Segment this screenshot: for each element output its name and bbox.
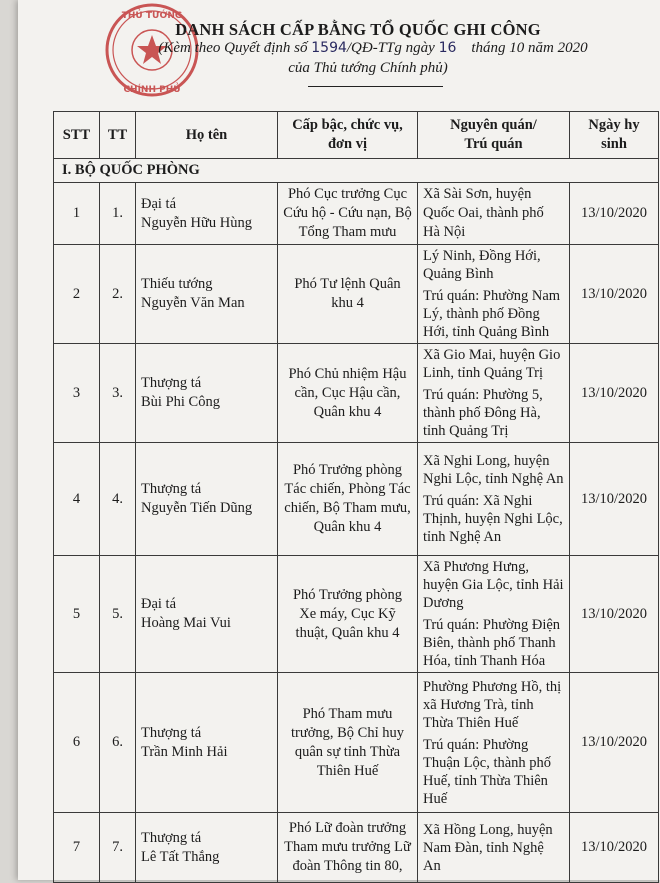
person-name: Bùi Phi Công <box>141 394 220 410</box>
cell-date: 13/10/2020 <box>570 813 659 883</box>
decision-number: 1594 <box>311 40 347 56</box>
cell-origin <box>418 344 570 443</box>
col-header-origin-line1: Nguyên quán/ <box>450 117 537 133</box>
document-subtitle: (Kèm theo Quyết định số 1594/QĐ-TTg ngày 16 tháng 10 năm 2020 <box>158 40 588 56</box>
cell-tt: 1. <box>100 183 136 245</box>
cell-date: 13/10/2020 <box>570 183 659 245</box>
residence-text: Trú quán: Phường Nam Lý, thành phố Đồng Hới, tỉnh Quảng Bình <box>423 288 561 340</box>
decision-suffix: /QĐ-TTg ngày <box>346 40 435 56</box>
document-page <box>18 0 660 880</box>
svg-text:THỦ TƯỚNG: THỦ TƯỚNG <box>121 11 183 21</box>
residence-text: Trú quán: Phường 5, thành phố Đông Hà, tỉnh Quảng Trị <box>423 387 543 439</box>
cell-name <box>136 813 278 883</box>
cell-position: Phó Lữ đoàn trưởng Tham mưu trưởng Lữ đoàn Thông tin 80, <box>278 813 418 883</box>
table-header-row <box>54 112 659 159</box>
residence-text: Trú quán: Xã Nghi Thịnh, huyện Nghi Lộc, tỉnh Nghệ An <box>423 493 563 545</box>
cell-position: Phó Cục trưởng Cục Cứu hộ - Cứu nạn, Bộ Tổng Tham mưu <box>278 183 418 245</box>
cell-date: 13/10/2020 <box>570 673 659 813</box>
rank-text: Thượng tá <box>141 724 202 741</box>
origin-text: Xã Sài Sơn, huyện Quốc Oai, thành phố Hà Nội <box>423 186 544 240</box>
table-row <box>54 245 659 344</box>
person-name: Lê Tất Thắng <box>141 848 220 865</box>
rank-text: Thượng tá <box>141 375 202 391</box>
cell-name <box>136 556 278 673</box>
cell-stt: 2 <box>54 245 100 344</box>
table-row <box>54 443 659 556</box>
decision-month-year: tháng 10 năm 2020 <box>471 40 588 56</box>
cell-position: Phó Tham mưu trưởng, Bộ Chỉ huy quân sự tỉnh Thừa Thiên Huế <box>278 673 418 813</box>
cell-origin <box>418 183 570 245</box>
cell-date: 13/10/2020 <box>570 443 659 556</box>
col-header-origin-line2: Trú quán <box>464 136 523 152</box>
cell-tt: 4. <box>100 443 136 556</box>
col-header-rank <box>278 112 418 159</box>
cell-name <box>136 183 278 245</box>
col-header-date-line2: sinh <box>601 136 627 152</box>
cell-stt: 6 <box>54 673 100 813</box>
cell-stt: 1 <box>54 183 100 245</box>
origin-text: Xã Hồng Long, huyện Nam Đàn, tỉnh Nghệ An <box>423 821 553 874</box>
cell-tt: 2. <box>100 245 136 344</box>
rank-text: Đại tá <box>141 195 177 212</box>
col-header-rank-line2: đơn vị <box>327 136 368 152</box>
table-row <box>54 183 659 245</box>
cell-date: 13/10/2020 <box>570 344 659 443</box>
col-header-stt: STT <box>54 112 100 159</box>
cell-name <box>136 344 278 443</box>
cell-origin <box>418 245 570 344</box>
document-title: DANH SÁCH CẤP BẰNG TỔ QUỐC GHI CÔNG <box>175 20 541 39</box>
cell-position: Phó Trưởng phòng Xe máy, Cục Kỹ thuật, Quân khu 4 <box>278 556 418 673</box>
rank-text: Thiếu tướng <box>141 276 213 292</box>
person-name: Hoàng Mai Vui <box>141 615 231 631</box>
cell-stt: 3 <box>54 344 100 443</box>
table-row <box>54 556 659 673</box>
cell-name <box>136 443 278 556</box>
table-row <box>54 813 659 883</box>
cell-stt: 4 <box>54 443 100 556</box>
cell-position: Phó Tư lệnh Quân khu 4 <box>278 245 418 344</box>
rank-text: Thượng tá <box>141 829 202 846</box>
document-subtitle-line2: của Thủ tướng Chính phủ) <box>288 60 448 76</box>
decision-day: 16 <box>438 40 457 56</box>
col-header-date <box>570 112 659 159</box>
person-name: Nguyễn Hữu Hùng <box>141 214 252 231</box>
residence-text: Trú quán: Phường Thuận Lộc, thành phố Huế, tỉnh Thừa Thiên Huế <box>423 736 552 807</box>
rank-text: Thượng tá <box>141 481 202 497</box>
title-underline <box>308 86 443 87</box>
cell-date: 13/10/2020 <box>570 556 659 673</box>
table-row <box>54 673 659 813</box>
section-row <box>54 159 659 183</box>
honor-list-table <box>53 111 659 883</box>
subtitle-prefix: Kèm theo Quyết định số <box>163 40 308 56</box>
col-header-name: Họ tên <box>136 112 278 159</box>
cell-origin <box>418 556 570 673</box>
col-header-date-line1: Ngày hy <box>588 117 640 133</box>
table-row <box>54 344 659 443</box>
cell-origin <box>418 443 570 556</box>
col-header-origin <box>418 112 570 159</box>
origin-text: Lý Ninh, Đồng Hới, Quảng Bình <box>423 248 541 282</box>
cell-tt: 7. <box>100 813 136 883</box>
origin-text: Xã Nghi Long, huyện Nghi Lộc, tỉnh Nghệ An <box>423 453 564 487</box>
cell-position: Phó Trưởng phòng Tác chiến, Phòng Tác chiến, Bộ Tham mưu, Quân khu 4 <box>278 443 418 556</box>
cell-origin <box>418 813 570 883</box>
svg-text:CHÍNH PHỦ: CHÍNH PHỦ <box>123 85 181 95</box>
cell-date: 13/10/2020 <box>570 245 659 344</box>
cell-tt: 3. <box>100 344 136 443</box>
cell-tt: 5. <box>100 556 136 673</box>
origin-text: Xã Gio Mai, huyện Gio Linh, tỉnh Quảng Trị <box>423 347 561 381</box>
person-name: Nguyễn Văn Man <box>141 295 245 311</box>
cell-stt: 5 <box>54 556 100 673</box>
cell-stt: 7 <box>54 813 100 883</box>
cell-position: Phó Chủ nhiệm Hậu cần, Cục Hậu cần, Quân khu 4 <box>278 344 418 443</box>
cell-tt: 6. <box>100 673 136 813</box>
residence-text: Trú quán: Phường Điện Biên, thành phố Thanh Hóa, tỉnh Thanh Hóa <box>423 617 561 669</box>
origin-text: Xã Phương Hưng, huyện Gia Lộc, tỉnh Hải Dương <box>423 559 564 611</box>
origin-text: Phường Phương Hồ, thị xã Hương Trà, tỉnh Thừa Thiên Huế <box>423 678 562 731</box>
person-name: Nguyễn Tiến Dũng <box>141 500 253 516</box>
cell-origin <box>418 673 570 813</box>
cell-name <box>136 673 278 813</box>
person-name: Trần Minh Hải <box>141 743 228 760</box>
col-header-rank-line1: Cấp bậc, chức vụ, <box>292 117 403 133</box>
col-header-tt: TT <box>100 112 136 159</box>
section-title: I. BỘ QUỐC PHÒNG <box>54 159 659 183</box>
cell-name <box>136 245 278 344</box>
rank-text: Đại tá <box>141 596 177 612</box>
